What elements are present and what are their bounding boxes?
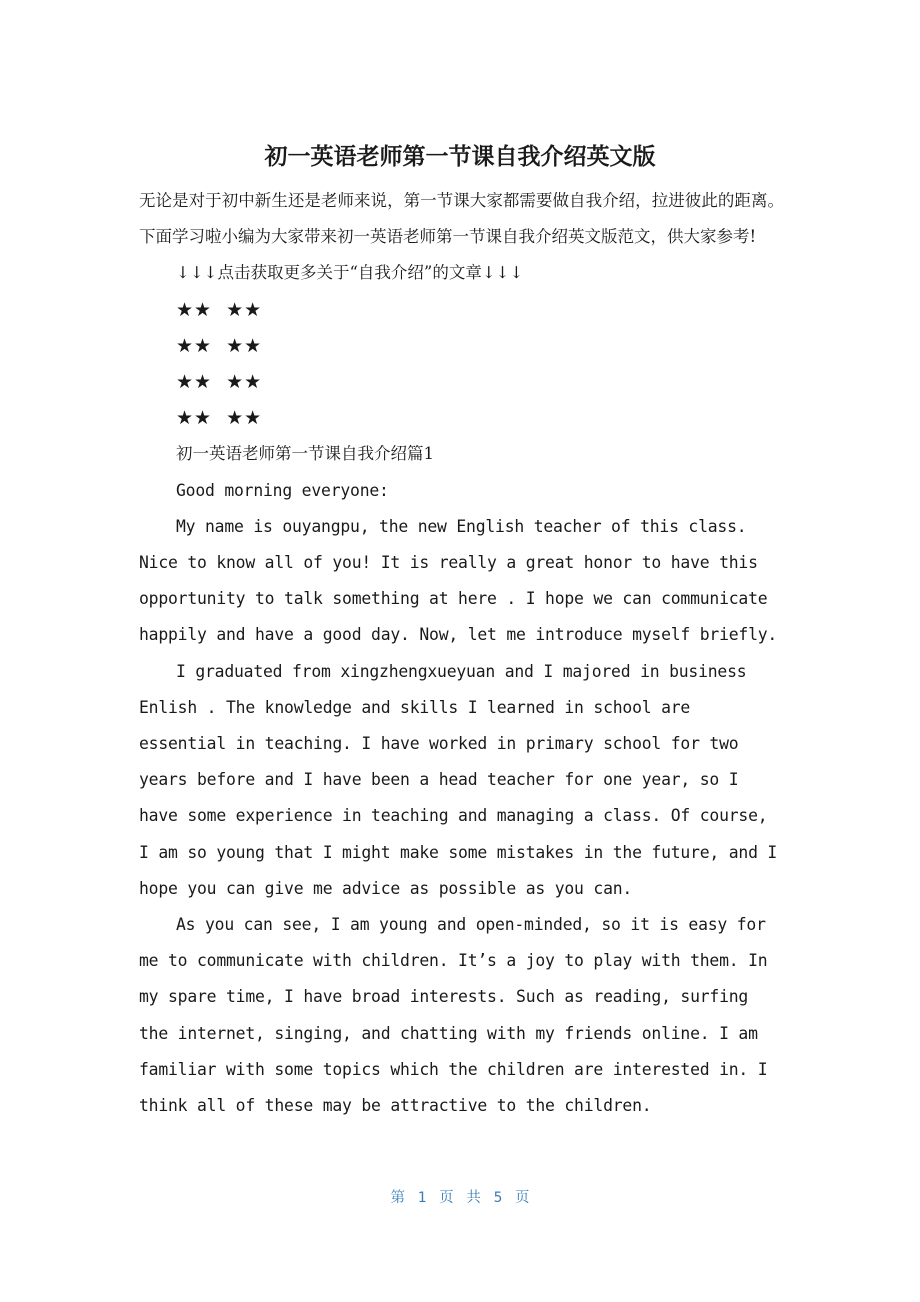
star-row: ★★ ★★ xyxy=(176,371,263,394)
body-paragraph: As you can see, I am young and open-minded, so it is easy for me to communicate with children. It’s a joy to play with them. In my spare time, I have broad interests. Such as reading, surfing the internet, singing, and chatting with my friends online. I am familiar with some topics which the children are interested in. I think all of these may be attractive to the children. xyxy=(139,915,768,1116)
document-title: 初一英语老师第一节课自我介绍英文版 xyxy=(264,144,656,170)
document-body xyxy=(139,183,784,1124)
related-articles-link[interactable]: ↓↓↓点击获取更多关于“自我介绍”的文章↓↓↓ xyxy=(176,263,524,283)
star-row: ★★ ★★ xyxy=(176,334,263,357)
star-row: ★★ ★★ xyxy=(176,298,263,321)
greeting-line: Good morning everyone: xyxy=(176,480,389,500)
body-paragraph: I graduated from xingzhengxueyuan and I majored in business Enlish . The knowledge and skills I learned in school are essential in teaching. I have worked in primary school for two years before and I have been a head teacher for one year, so I have some experience in teaching and managing a class. Of course, I am so young that I might make some mistakes in the future, and I hope you can give me advice as possible as you can. xyxy=(139,661,778,898)
intro-paragraph: 无论是对于初中新生还是老师来说，第一节课大家都需要做自我介绍，拉进彼此的距离。下面学习啦小编为大家带来初一英语老师第一节课自我介绍英文版范文，供大家参考! xyxy=(139,191,784,247)
section-heading: 初一英语老师第一节课自我介绍篇1 xyxy=(176,444,434,464)
page-number-footer: 第 1 页 共 5 页 xyxy=(390,1190,530,1206)
body-paragraph: My name is ouyangpu, the new English teacher of this class. Nice to know all of you! It is really a great honor to have this opportunity to talk something at here . I hope we can communicate happily and have a good day. Now, let me introduce myself briefly. xyxy=(139,516,778,645)
star-row: ★★ ★★ xyxy=(176,407,263,430)
